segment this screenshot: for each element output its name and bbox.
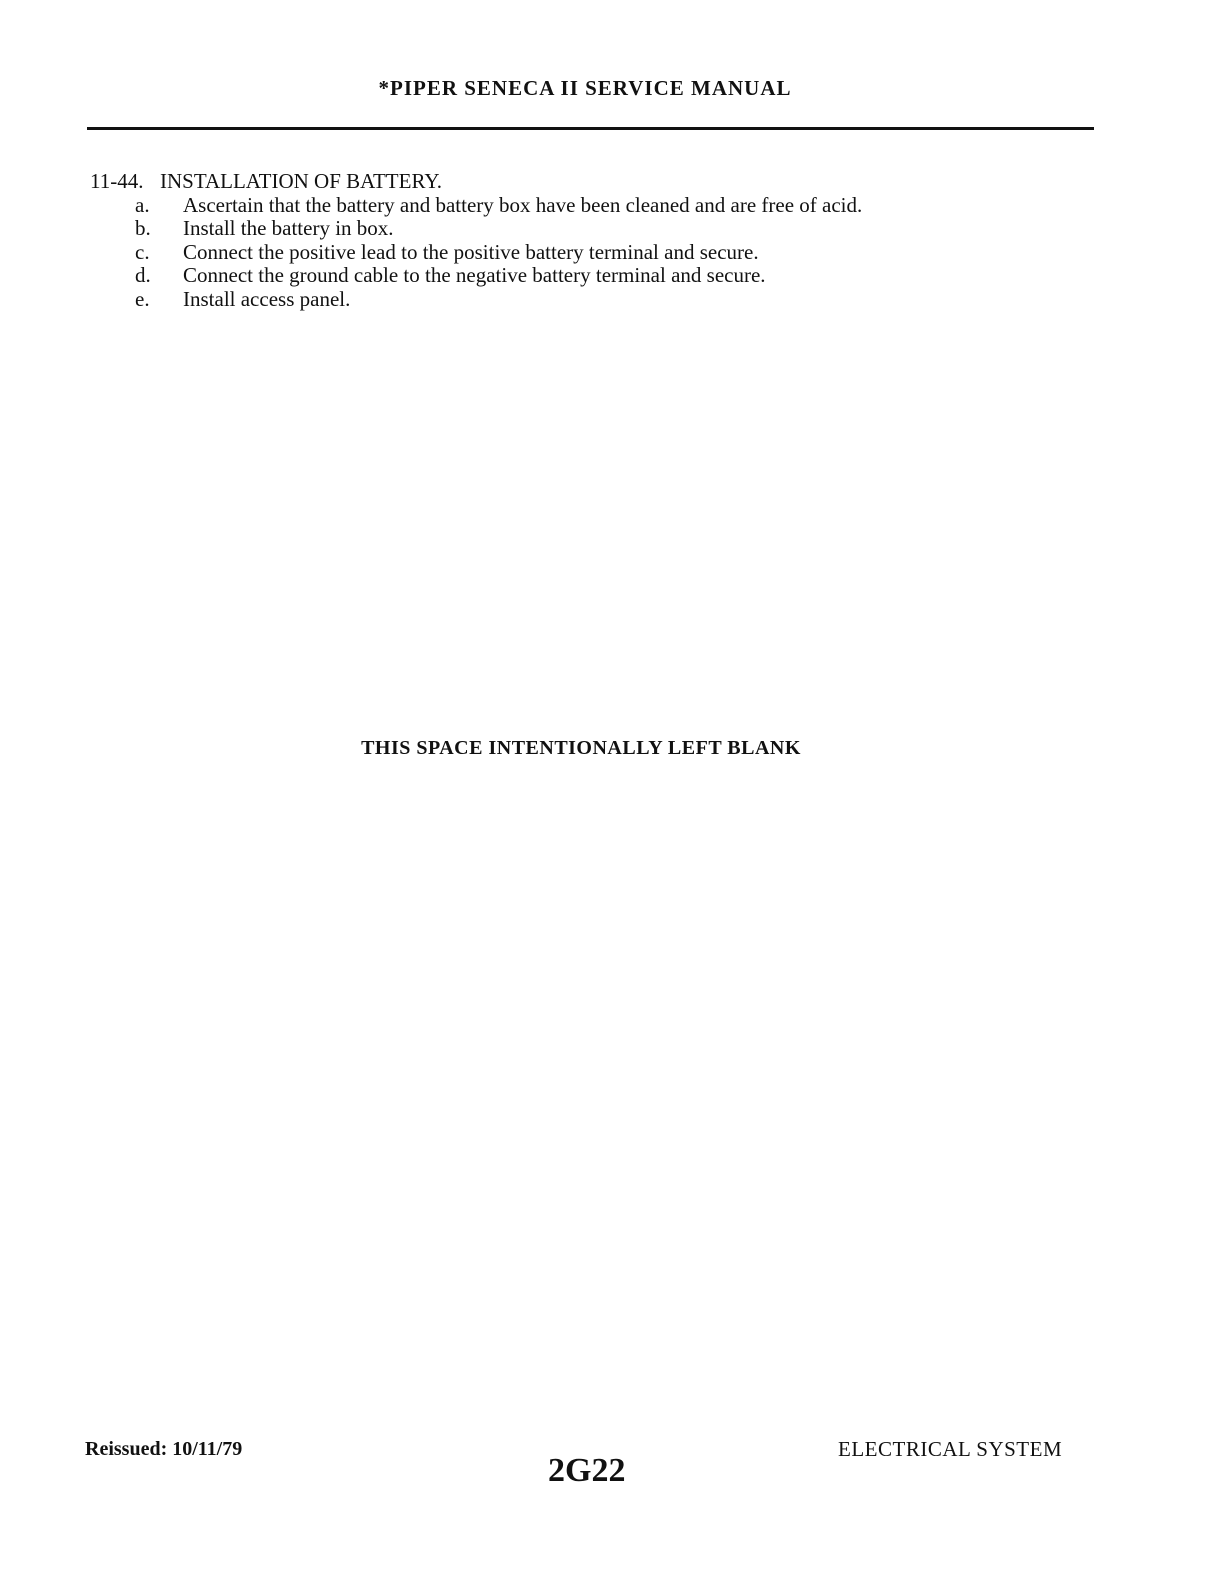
- section-heading: [90, 170, 1090, 194]
- step-text: Install the battery in box.: [183, 216, 394, 240]
- step-item: [90, 217, 1090, 241]
- steps-list: [90, 194, 1090, 312]
- step-item: [90, 264, 1090, 288]
- section-title: INSTALLATION OF BATTERY.: [160, 169, 443, 193]
- step-text: Connect the ground cable to the negative battery terminal and secure.: [183, 263, 766, 287]
- blank-space-notice: THIS SPACE INTENTIONALLY LEFT BLANK: [361, 737, 801, 759]
- step-letter: d.: [135, 263, 151, 287]
- step-text: Ascertain that the battery and battery box have been cleaned and are free of acid.: [183, 192, 863, 217]
- step-item: [90, 241, 1090, 265]
- footer-section-name: ELECTRICAL SYSTEM: [838, 1437, 1063, 1461]
- step-letter: a.: [135, 192, 150, 217]
- step-item: [90, 194, 1090, 218]
- step-text: Connect the positive lead to the positive battery terminal and secure.: [183, 239, 759, 264]
- installation-section: [90, 170, 1090, 311]
- step-letter: b.: [135, 216, 151, 240]
- step-letter: e.: [135, 286, 150, 311]
- footer-page-number: 2G22: [548, 1452, 626, 1489]
- section-number: 11-44.: [90, 169, 144, 193]
- step-text: Install access panel.: [183, 286, 351, 311]
- step-item: [90, 288, 1090, 312]
- footer-reissued-date: Reissued: 10/11/79: [85, 1438, 243, 1460]
- header-divider: [87, 127, 1094, 130]
- step-letter: c.: [135, 239, 150, 264]
- page-header-title: *PIPER SENECA II SERVICE MANUAL: [378, 76, 792, 100]
